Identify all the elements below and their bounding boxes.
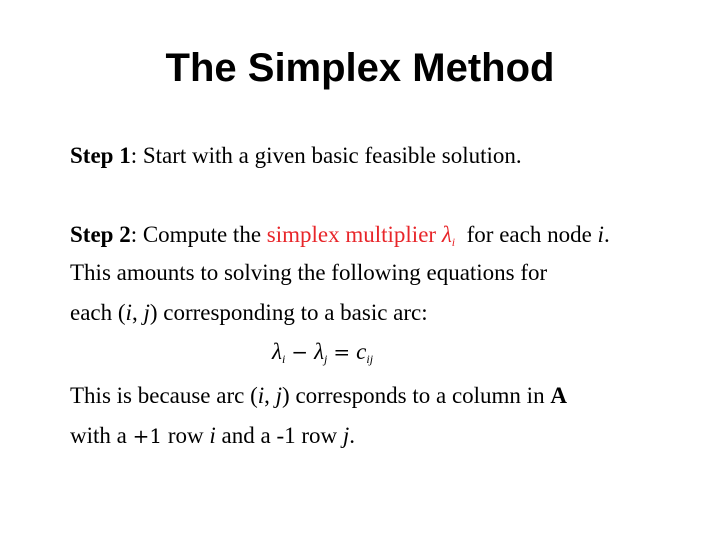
arc-j: j	[143, 300, 150, 325]
row-period: .	[349, 423, 356, 448]
row-part-3: and a	[215, 423, 277, 448]
arc-i: i	[125, 300, 132, 325]
equation-sub-i: i	[281, 352, 286, 366]
row-line	[70, 421, 355, 451]
lambda-subscript: i	[451, 235, 456, 249]
plus-one: +1	[132, 424, 163, 448]
step-2-colon: :	[130, 222, 138, 247]
basic-arc-before: each (	[70, 300, 126, 325]
node-variable: i	[597, 222, 604, 247]
equation	[272, 337, 373, 374]
basic-arc-after: ) corresponding to a basic arc:	[149, 300, 428, 325]
page-title: The Simplex Method	[165, 46, 555, 90]
basic-arc-line	[70, 298, 428, 328]
equation-cost: c	[356, 339, 367, 364]
equation-lambda-j: λ	[314, 339, 325, 364]
equation-sub-ij: ij	[366, 352, 374, 366]
column-arc-j: j	[275, 383, 283, 408]
simplex-multiplier-term: simplex multiplier	[266, 222, 437, 247]
column-after: ) corresponds to a column in	[282, 383, 551, 408]
explanation-line: This amounts to solving the following equations for	[70, 260, 548, 285]
step-2-period: .	[603, 222, 610, 247]
step-1-colon: :	[130, 143, 138, 168]
minus-one: -1	[276, 423, 296, 448]
row-i: i	[209, 423, 216, 448]
step-2-label: Step 2	[70, 222, 131, 247]
step-1-text: Start with a given basic feasible solution.	[137, 143, 522, 168]
equation-equals: =	[333, 340, 351, 364]
step-2-line	[70, 220, 610, 257]
equation-sub-j: j	[324, 352, 328, 366]
row-j: j	[342, 423, 350, 448]
row-part-1: with a	[70, 423, 133, 448]
step-1-label: Step 1	[70, 143, 131, 168]
step-1-line	[70, 141, 522, 171]
equation-lambda-i: λ	[272, 339, 282, 364]
step-2-text-after: for each node	[466, 222, 598, 247]
column-line	[70, 381, 567, 411]
matrix-a: A	[550, 383, 567, 408]
step-2-text-before: Compute the	[137, 222, 267, 247]
lambda-symbol: λ	[441, 222, 452, 247]
arc-comma: ,	[131, 300, 144, 325]
equation-minus: −	[291, 340, 309, 364]
column-arc-i: i	[257, 383, 265, 408]
column-comma: ,	[264, 383, 276, 408]
column-before: This is because arc (	[70, 383, 258, 408]
row-part-4: row	[295, 423, 343, 448]
row-part-2: row	[162, 423, 210, 448]
